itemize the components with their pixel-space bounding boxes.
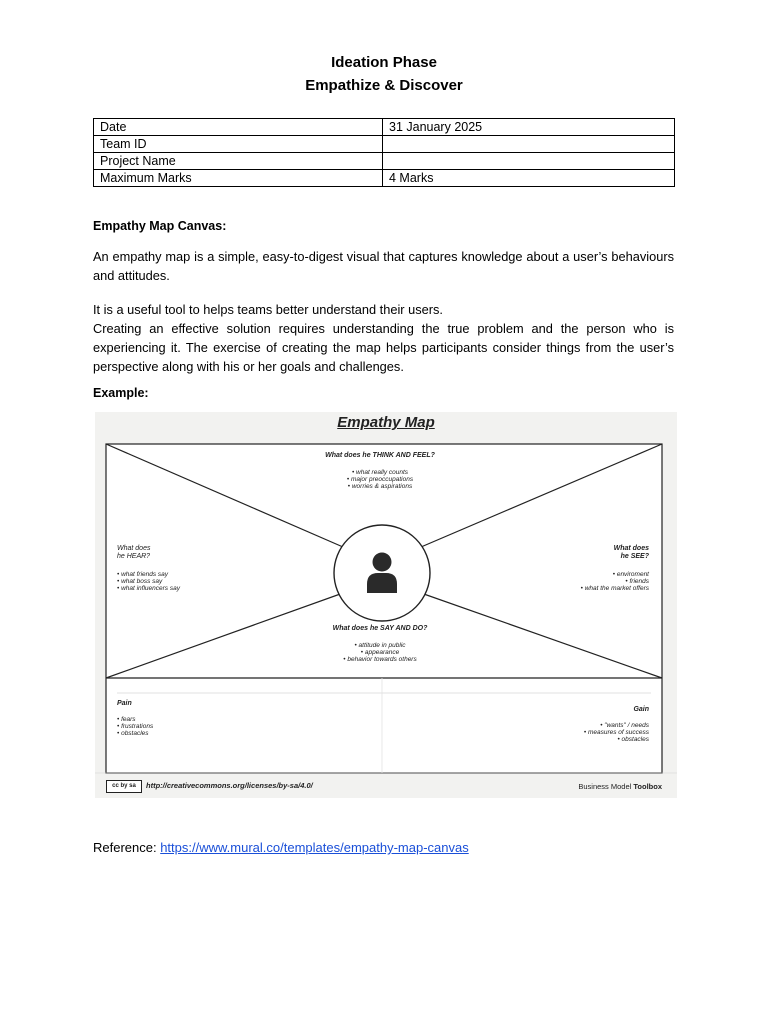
brand-prefix: Business Model [578,782,634,791]
empathy-map-figure [95,412,677,798]
hear-item: • what friends say [117,571,169,578]
table-row [94,170,675,187]
page-title: Ideation Phase [331,54,437,71]
say-heading: What does he SAY AND DO? [332,625,428,632]
see-heading: he SEE? [620,553,649,560]
think-item: • major preoccupations [346,476,414,483]
row-label: Maximum Marks [94,170,383,187]
reference-link[interactable]: https://www.mural.co/templates/empathy-map-canvas [160,840,469,855]
pain-item: • obstacles [117,730,149,737]
think-item: • worries & aspirations [347,483,413,490]
table-row [94,153,675,170]
paragraph-solution: Creating an effective solution requires understanding the true problem and the person who is experiencing it. The exercise of creating the map helps participants consider things from the user’s perspective along with his or her goals and challenges. [93,321,674,374]
row-value [383,136,675,153]
hear-item: • what influencers say [117,585,180,592]
see-item: • what the market offers [580,585,649,592]
row-value: 4 Marks [383,170,675,187]
page-subtitle: Empathize & Discover [305,77,463,94]
think-item: • what really counts [351,469,409,476]
see-heading: What does [613,545,649,552]
reference-label: Reference: [93,840,161,855]
section-heading: Empathy Map Canvas: [93,219,227,233]
gain-item: • measures of success [583,729,649,736]
row-value [383,153,675,170]
see-item: • enviroment [612,571,649,578]
say-item: • appearance [360,649,400,656]
license-url: http://creativecommons.org/licenses/by-sa/4.0/ [146,781,313,790]
figure-title: Empathy Map [337,414,435,431]
pain-heading: Pain [117,700,132,707]
info-table [93,118,675,187]
row-value: 31 January 2025 [383,119,675,136]
say-item: • attitude in public [354,642,406,649]
table-row [94,136,675,153]
example-label: Example: [93,386,149,400]
paragraph-tool: It is a useful tool to helps teams better understand their users. [93,302,443,317]
brand-mark [578,782,662,791]
row-label: Project Name [94,153,383,170]
gain-heading: Gain [633,706,649,713]
table-row [94,119,675,136]
pain-item: • fears [117,716,136,723]
hear-heading: What does [117,545,151,552]
gain-item: • obstacles [617,736,649,743]
hear-item: • what boss say [117,578,163,585]
row-label: Team ID [94,136,383,153]
cc-license-badge: cc by sa [106,780,142,793]
hear-heading: he HEAR? [117,553,151,560]
paragraph-intro: An empathy map is a simple, easy-to-digest visual that captures knowledge about a user’s behaviours and attitudes. [93,249,674,283]
gain-item: • "wants" / needs [600,722,649,729]
pain-item: • frustrations [117,723,154,730]
think-heading: What does he THINK AND FEEL? [325,452,435,459]
see-item: • friends [625,578,649,585]
brand-bold: Toolbox [633,782,662,791]
row-label: Date [94,119,383,136]
reference-line [93,840,469,855]
say-item: • behavior towards others [343,656,417,663]
